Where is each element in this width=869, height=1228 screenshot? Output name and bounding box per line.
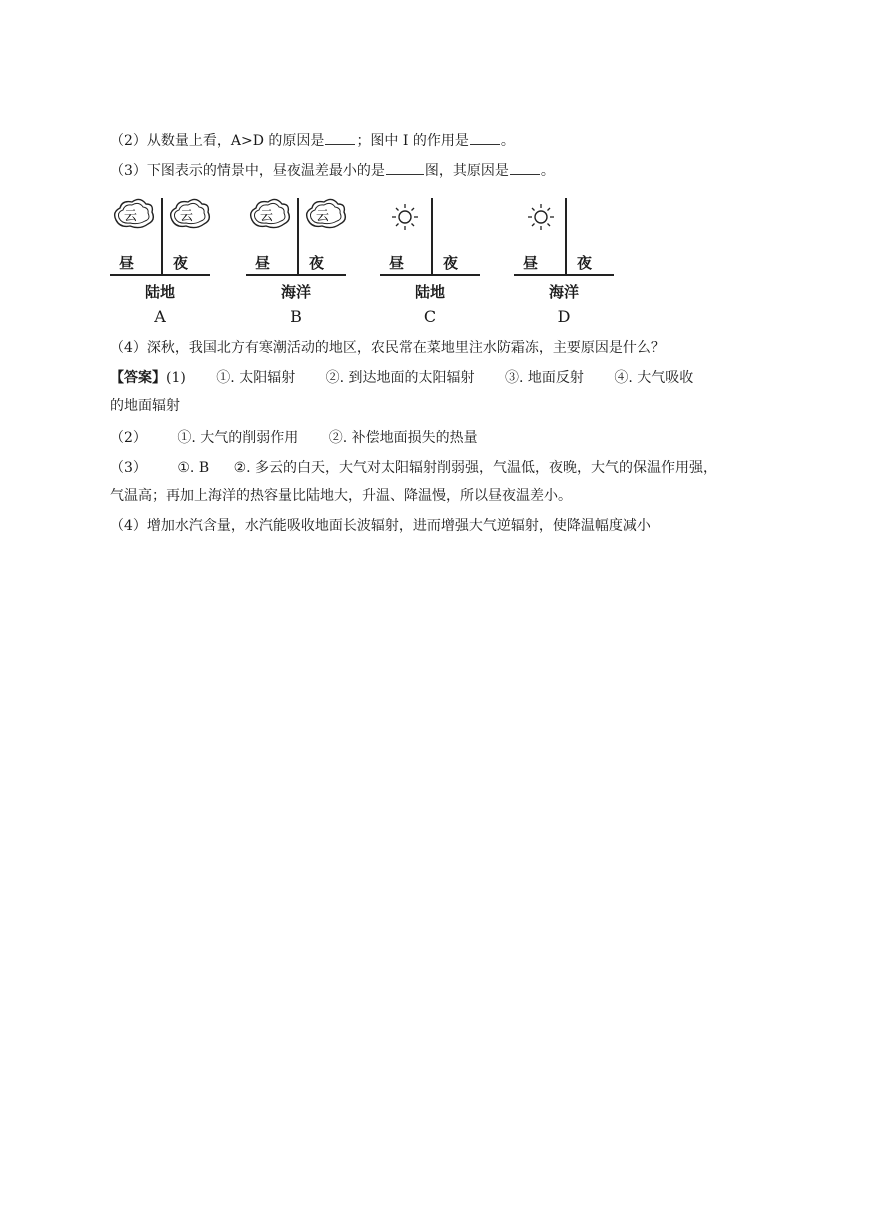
- ground-line: [246, 274, 346, 276]
- answer-item: ②. 到达地面的太阳辐射: [325, 370, 475, 386]
- sun-icon: [526, 202, 556, 232]
- answer-num: (1): [166, 370, 186, 386]
- divider: [161, 198, 163, 274]
- sun-icon: [390, 202, 420, 232]
- answer-label: 【答案】: [110, 370, 166, 386]
- figure-a: [110, 192, 220, 332]
- ground-line: [380, 274, 480, 276]
- figure-letter: B: [290, 307, 302, 326]
- q3-prefix: （3）下图表示的情景中，昼夜温差最小的是: [110, 163, 385, 179]
- night-label: 夜: [309, 254, 325, 272]
- answer-item: ①. 太阳辐射: [216, 370, 296, 386]
- answer-3: [110, 458, 717, 478]
- place-label: 海洋: [548, 283, 579, 301]
- ground-line: [514, 274, 614, 276]
- divider: [297, 198, 299, 274]
- figure-letter: C: [423, 307, 437, 326]
- place-label: 陆地: [414, 283, 445, 301]
- question-3: [110, 160, 555, 181]
- q3-mid: 图，其原因是: [424, 163, 509, 179]
- figure-c: [380, 192, 490, 332]
- answer-2: [110, 428, 478, 448]
- answer-3-cont: 气温高；再加上海洋的热容量比陆地大，升温、降温慢，所以昼夜温差小。: [110, 488, 572, 504]
- q2-mid: ；图中 I 的作用是: [356, 133, 469, 149]
- answer-item: ②. 补偿地面损失的热量: [328, 430, 478, 446]
- q3-end: 。: [540, 163, 555, 179]
- answer-item: ②. 多云的白天，大气对太阳辐射削弱强，气温低，夜晚，大气的保温作用强，: [233, 460, 718, 476]
- ground-line: [110, 274, 210, 276]
- q2-end: 。: [500, 133, 515, 149]
- day-label: 昼: [523, 254, 539, 272]
- q2-prefix: （2）从数量上看，A>D 的原因是: [110, 133, 325, 149]
- cloud-label: 云: [260, 209, 274, 224]
- answer-item: ④. 大气吸收: [614, 370, 694, 386]
- answer-num: （2）: [110, 430, 147, 446]
- figure-d: [514, 192, 624, 332]
- answer-blank: [470, 130, 500, 145]
- divider: [431, 198, 433, 274]
- day-label: 昼: [389, 254, 405, 272]
- answer-blank: [510, 160, 540, 175]
- answer-num: （3）: [110, 460, 147, 476]
- answer-1-cont: 的地面辐射: [110, 398, 180, 414]
- question-2: [110, 130, 515, 151]
- answer-blank: [325, 130, 355, 145]
- answer-item: ①. B: [177, 460, 210, 476]
- night-label: 夜: [173, 254, 189, 272]
- answer-item: ③. 地面反射: [505, 370, 584, 386]
- divider: [565, 198, 567, 274]
- answer-blank: [386, 160, 424, 175]
- answer-4: （4）增加水汽含量，水汽能吸收地面长波辐射，进而增强大气逆辐射，使降温幅度减小: [110, 518, 651, 534]
- question-4: （4）深秋，我国北方有寒潮活动的地区，农民常在菜地里注水防霜冻，主要原因是什么？: [110, 340, 665, 356]
- place-label: 陆地: [144, 283, 175, 301]
- figure-letter: D: [557, 307, 571, 326]
- night-label: 夜: [443, 254, 459, 272]
- place-label: 海洋: [280, 283, 311, 301]
- figure-b: [246, 192, 356, 332]
- day-label: 昼: [255, 254, 271, 272]
- cloud-label: 云: [124, 209, 138, 224]
- cloud-label: 云: [316, 209, 330, 224]
- cloud-label: 云: [180, 209, 194, 224]
- answer-1: [110, 368, 693, 388]
- night-label: 夜: [577, 254, 593, 272]
- figure-letter: A: [154, 307, 166, 326]
- answer-item: ①. 大气的削弱作用: [177, 430, 299, 446]
- day-label: 昼: [119, 254, 135, 272]
